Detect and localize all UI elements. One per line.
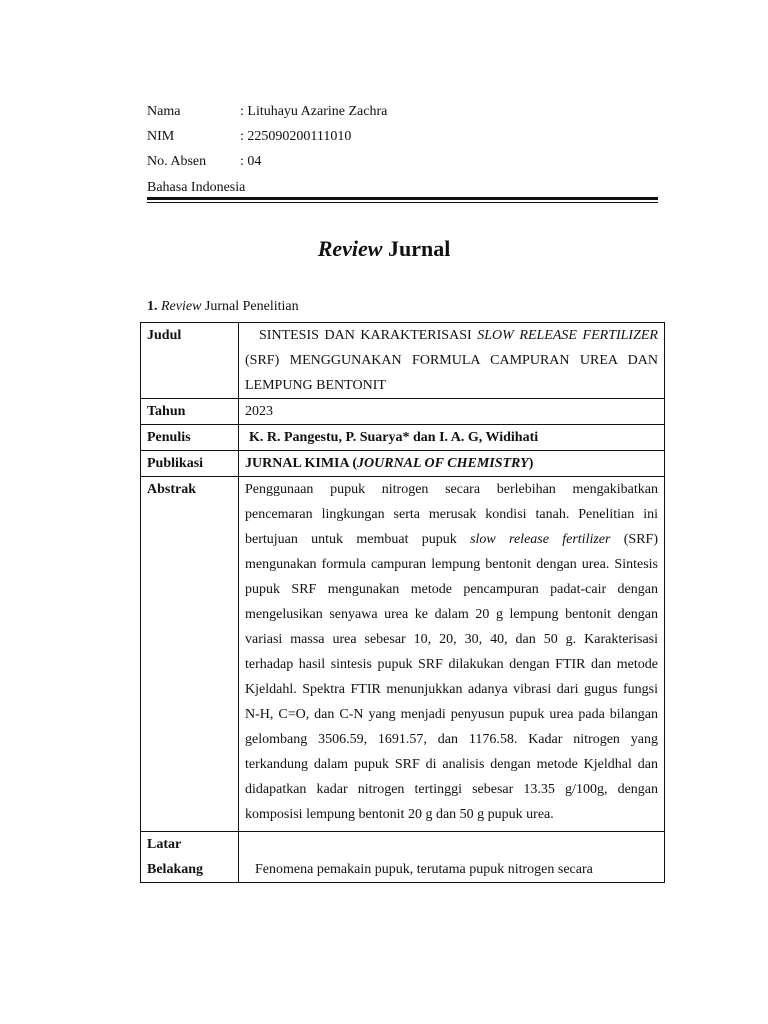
nama-value: : Lituhayu Azarine Zachra [240, 104, 388, 119]
abstrak-value: Penggunaan pupuk nitrogen secara berlebihan mengakibatkan pencemaran lingkungan serta merusak kondisi tanah. Penelitian ini bertujuan untuk membuat pupuk slow release fertilizer (SRF) mengunakan formula campuran lempung bentonit dengan urea. Sintesis pupuk SRF mengunakan metode pencampuran padat-cair dengan mengelusikan senyawa urea ke dalam 20 g lempung bentonit dengan variasi massa urea sebesar 10, 20, 30, 40, dan 50 g. Karakterisasi terhadap hasil sintesis pupuk SRF dilakukan dengan FTIR dan metode Kjeldahl. Spektra FTIR menunjukkan adanya vibrasi dari gugus fungsi N-H, C=O, dan C-N yang menjadi penyusun pupuk urea pada bilangan gelombang 3506.59, 1691.57, dan 1176.58. Kadar nitrogen yang terkandung dalam pupuk SRF di analisis dengan metode Kjeldhal dan didapatkan kadar nitrogen tertinggi sebesar 13.35 g/100g, dengan komposisi lempung bentonit 20 g dan 50 g pupuk urea. [239, 477, 665, 832]
penulis-label: Penulis [141, 425, 239, 451]
latar-belakang-label: Latar Belakang [141, 832, 239, 883]
absen-value: : 04 [240, 154, 262, 169]
tahun-value: 2023 [239, 399, 665, 425]
publikasi-label: Publikasi [141, 451, 239, 477]
page-title: Review Jurnal [317, 236, 451, 261]
section-heading: 1. Review Jurnal Penelitian [147, 299, 299, 314]
nama-label: Nama [147, 104, 181, 119]
nim-value: : 225090200111010 [240, 129, 352, 144]
header-rule-thin [147, 202, 658, 203]
header-rule-thick [147, 197, 658, 200]
latar-belakang-value: Fenomena pemakain pupuk, terutama pupuk nitrogen secara [239, 832, 665, 883]
abstrak-label: Abstrak [141, 477, 239, 832]
nim-label: NIM [147, 129, 175, 144]
table-row-abstrak [141, 477, 665, 832]
table-row-publikasi [141, 451, 665, 477]
publikasi-value: JURNAL KIMIA (JOURNAL OF CHEMISTRY) [239, 451, 665, 477]
absen-label: No. Absen [147, 154, 207, 169]
tahun-label: Tahun [141, 399, 239, 425]
penulis-value: K. R. Pangestu, P. Suarya* dan I. A. G, Widihati [239, 425, 665, 451]
judul-label: Judul [141, 323, 239, 399]
table-row-latar-belakang [141, 832, 665, 883]
table-row-penulis [141, 425, 665, 451]
table-row-judul [141, 323, 665, 399]
judul-value: SINTESIS DAN KARAKTERISASI SLOW RELEASE FERTILIZER (SRF) MENGGUNAKAN FORMULA CAMPURAN UREA DAN LEMPUNG BENTONIT [239, 323, 665, 399]
table-row-tahun [141, 399, 665, 425]
review-table [140, 322, 665, 883]
